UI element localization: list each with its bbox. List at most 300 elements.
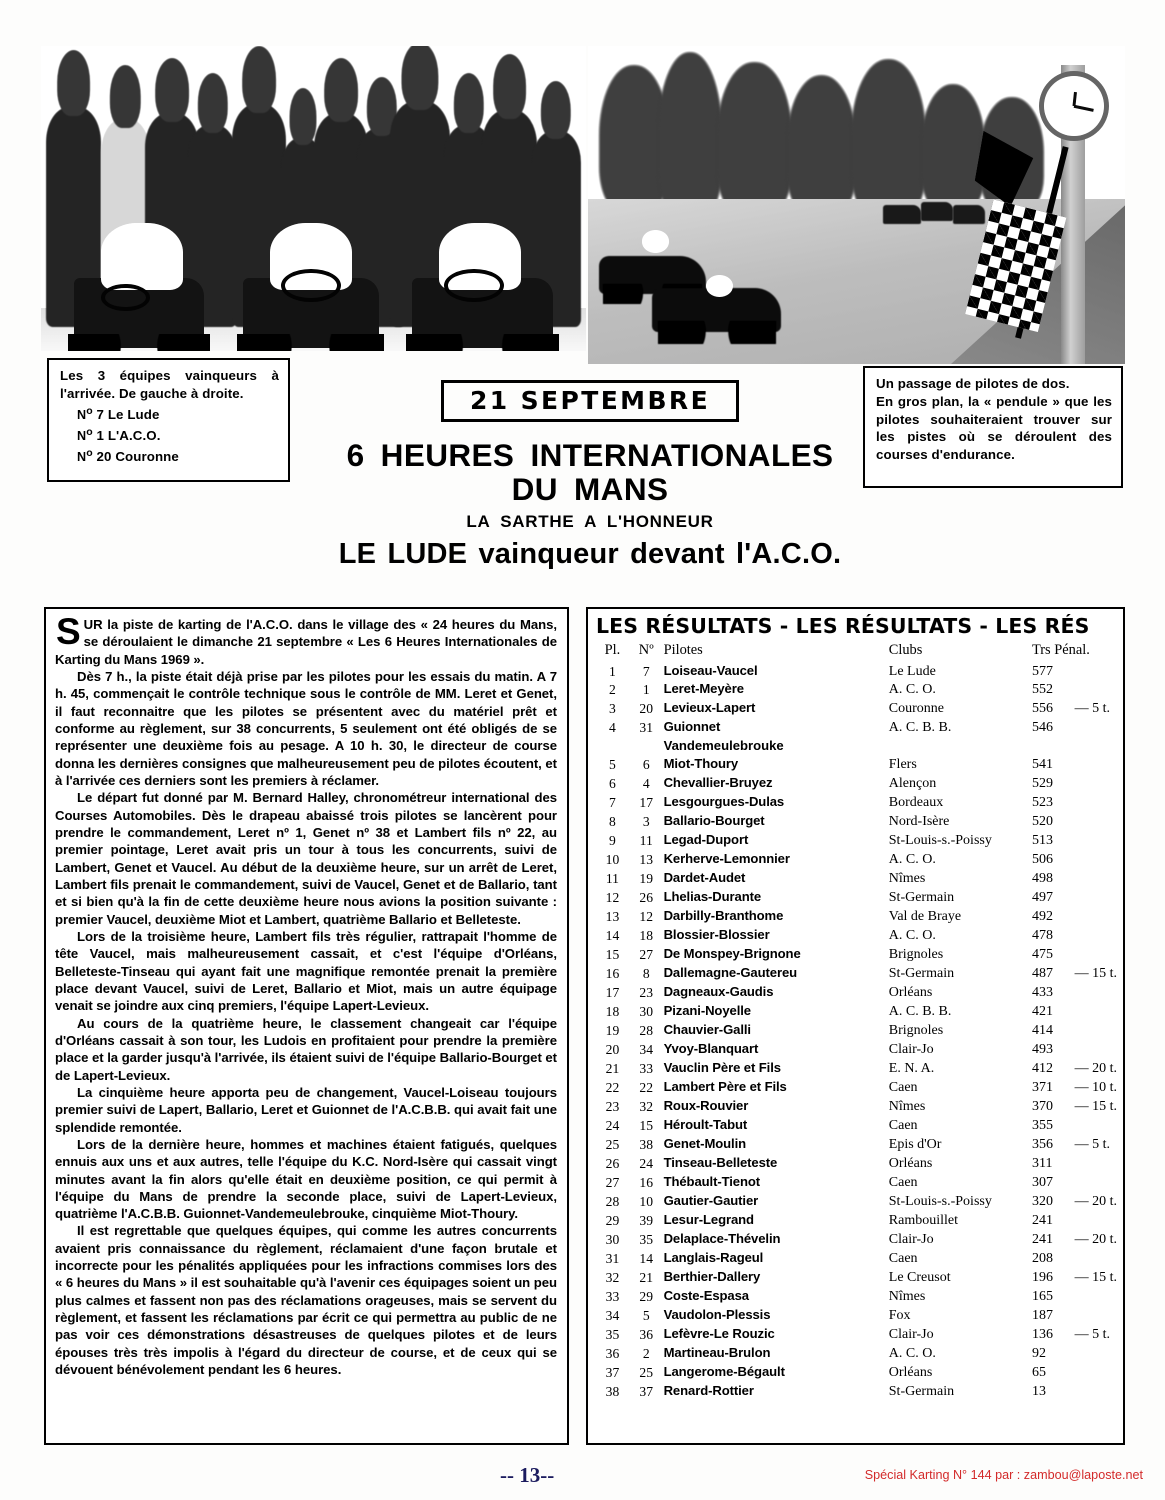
cell-pilotes: Lefèvre-Le Rouzic [663, 1325, 775, 1341]
cell-trs: 208 [1031, 1250, 1053, 1266]
table-row [596, 775, 1117, 794]
table-row [596, 794, 1117, 813]
cell-place: 35 [605, 1326, 620, 1342]
cell-number: 31 [639, 720, 654, 736]
cell-trs: 513 [1031, 833, 1053, 849]
table-row [596, 681, 1117, 700]
cell-penalty: — 5 t. [1074, 1326, 1110, 1342]
table-row [596, 889, 1117, 908]
table-row [596, 1325, 1117, 1344]
cell-number: 25 [639, 1364, 654, 1380]
entry-no-label: $N^o$ [77, 404, 93, 422]
cell-pilotes: Chauvier-Galli [663, 1022, 751, 1038]
table-row [596, 965, 1117, 984]
entry-team: Couronne [115, 448, 179, 464]
cell-number: 35 [639, 1231, 654, 1247]
cell-place: 4 [609, 720, 616, 736]
table-row [596, 927, 1117, 946]
cell-penalty [1075, 1041, 1117, 1060]
cell-trs: 92 [1031, 1345, 1046, 1361]
cell-place: 17 [605, 985, 620, 1001]
cell-pilotes: Dardet-Audet [663, 870, 746, 886]
cell-club: St-Germain [888, 966, 955, 982]
results-table [596, 642, 1117, 1401]
caption-right-line1: Un passage de pilotes de dos. [876, 376, 1070, 391]
table-row [596, 1003, 1117, 1022]
entry-team: L'A.C.O. [107, 427, 161, 443]
cell-place: 27 [605, 1174, 620, 1190]
cell-place: 38 [605, 1383, 620, 1399]
cell-penalty: — 5 t. [1074, 1136, 1110, 1152]
table-row-continuation [596, 738, 1117, 756]
cell-pilotes: Chevallier-Bruyez [663, 775, 773, 791]
cell-pilotes: Lambert Père et Fils [663, 1078, 787, 1094]
cell-pilotes: Lesgourgues-Dulas [663, 794, 785, 810]
cell-penalty [1075, 794, 1117, 813]
cell-trs: 412 [1031, 1061, 1053, 1076]
caption-left-text: Les 3 équipes vainqueurs à l'arrivée. De gauche à droite. [60, 368, 279, 401]
cell-trs: 520 [1031, 814, 1053, 830]
cell-trs: 307 [1031, 1174, 1053, 1190]
cell-penalty [1075, 1344, 1117, 1363]
cell-place: 22 [605, 1079, 620, 1095]
cell-club: Nîmes [888, 871, 926, 887]
cell-trs-empty [1032, 738, 1075, 756]
cell-number: 29 [639, 1288, 654, 1304]
cell-number: 19 [639, 871, 654, 887]
cell-club: Orléans [888, 1364, 933, 1380]
cell-place: 14 [605, 928, 620, 944]
table-row [596, 1097, 1117, 1116]
cell-club: Caen [888, 1174, 918, 1190]
cell-penalty [1075, 927, 1117, 946]
cell-penalty [1075, 1116, 1117, 1135]
cell-club: St-Louis-s.-Poissy [888, 1193, 992, 1209]
cell-club: Nord-Isère [888, 814, 950, 830]
cell-place: 34 [605, 1307, 620, 1323]
header-trs-penal: Trs Pénal. [1031, 642, 1090, 658]
cell-pilotes: Martineau-Brulon [663, 1344, 771, 1360]
article-paragraph: Lors de la dernière heure, hommes et machines étaient fatigués, quelques ennuis aux uns et aux autres, telle l'équipe du K.C. Nord-Isère qui cassait vingt minutes avant la fin alors qu'elle était en deuxième position, ce qui permit à l'équipe du Mans de prendre la seconde place, suivi de Lapert-Levieux, quatrième l'A.C.B.B. Guionnet-Vandemeulebrouke, cinquième Miot-Thoury. [55, 1136, 557, 1222]
cell-place: 16 [605, 966, 620, 982]
cell-trs: 529 [1031, 776, 1053, 792]
cell-club: Le Lude [888, 663, 936, 679]
cell-number: 24 [639, 1155, 654, 1171]
cell-club: Alençon [888, 776, 937, 792]
page-subtitle: LA SARTHE A L'HONNEUR [466, 512, 714, 532]
cell-number: 39 [639, 1212, 654, 1228]
cell-number: 2 [642, 1345, 650, 1361]
table-row [596, 946, 1117, 965]
cell-pilotes: Delaplace-Thévelin [663, 1230, 781, 1246]
cell-place: 8 [609, 814, 616, 830]
cell-number: 36 [639, 1326, 654, 1342]
cell-penalty [1075, 1382, 1117, 1401]
cell-pilotes: Yvoy-Blanquart [663, 1041, 759, 1057]
cell-club: Bordeaux [888, 795, 944, 811]
drop-cap: S [56, 611, 81, 652]
cell-number: 28 [639, 1023, 654, 1039]
article-paragraph: Au cours de la quatrième heure, le classement changeait car l'équipe d'Orléans cassait à son tour, les Ludois en profitaient pour prendre la première place et la garder jusqu'à l'arrivée, ils étaient suivi de l'équipe Ballario-Bourget et de Lapert-Levieux. [55, 1015, 557, 1083]
cell-number: 5 [642, 1307, 650, 1323]
cell-number: 16 [639, 1174, 654, 1190]
cell-penalty [1075, 1287, 1117, 1306]
results-table-head [596, 642, 1117, 662]
cell-trs: 541 [1031, 757, 1053, 773]
cell-trs: 421 [1031, 1004, 1053, 1020]
cell-trs: 478 [1031, 928, 1053, 944]
cell-place: 28 [605, 1193, 620, 1209]
cell-penalty [1075, 832, 1117, 851]
cell-penalty [1075, 1363, 1117, 1382]
cell-number: 12 [639, 909, 654, 925]
cell-number: 1 [642, 682, 650, 698]
cell-pilotes: Tinseau-Belleteste [663, 1154, 778, 1170]
cell-pilotes: Lhelias-Durante [663, 889, 762, 905]
cell-number: 7 [642, 663, 650, 679]
cell-trs: 13 [1031, 1383, 1046, 1399]
table-row [596, 1230, 1117, 1249]
cell-number: 4 [642, 776, 650, 792]
cell-pilotes: Loiseau-Vaucel [663, 662, 758, 678]
cell-place: 37 [605, 1364, 620, 1380]
cell-number: 10 [639, 1193, 654, 1209]
cell-penalty [1075, 1022, 1117, 1041]
cell-club: Clair-Jo [888, 1042, 934, 1058]
table-row [596, 1154, 1117, 1173]
cell-place: 18 [605, 1004, 620, 1020]
cell-trs: 355 [1031, 1117, 1053, 1133]
cell-number: 34 [639, 1042, 654, 1058]
cell-penalty: — 20 t. [1074, 1193, 1117, 1209]
cell-number: 26 [639, 890, 654, 906]
cell-pilotes: Coste-Espasa [663, 1287, 749, 1303]
header-place: Pl. [604, 642, 621, 658]
cell-place: 19 [605, 1023, 620, 1039]
cell-pilotes-line2: Vandemeulebrouke [663, 738, 784, 754]
cell-place: 11 [605, 871, 619, 887]
date-banner: 21 SEPTEMBRE [441, 380, 739, 422]
cell-penalty [1075, 1249, 1117, 1268]
cell-trs: 165 [1031, 1288, 1053, 1304]
table-row [596, 719, 1117, 738]
cell-penalty [1075, 1154, 1117, 1173]
table-row [596, 851, 1117, 870]
cell-trs: 475 [1031, 947, 1053, 963]
cell-number: 27 [639, 947, 654, 963]
cell-place: 31 [605, 1250, 620, 1266]
cell-penalty [1075, 662, 1117, 681]
page-footer [0, 1455, 1165, 1500]
cell-penalty [1075, 946, 1117, 965]
cell-trs: 433 [1031, 985, 1053, 1001]
cell-pilotes: Vauclin Père et Fils [663, 1060, 781, 1075]
cell-penalty [1075, 719, 1117, 738]
cell-pilotes: Guionnet [663, 719, 721, 735]
cell-number: 20 [639, 701, 654, 717]
table-row [596, 1382, 1117, 1401]
cell-club-empty [889, 738, 1032, 756]
cell-club: A. C. O. [888, 852, 936, 868]
cell-club: St-Germain [888, 890, 955, 906]
cell-trs: 577 [1031, 663, 1053, 679]
page-title-line-2: DU MANS [511, 471, 669, 508]
table-row [596, 1116, 1117, 1135]
cell-club: Caen [888, 1117, 918, 1133]
cell-penalty [1075, 813, 1117, 832]
cell-trs: 136 [1031, 1326, 1053, 1342]
cell-club: Clair-Jo [888, 1231, 934, 1247]
cell-club: Caen [888, 1250, 918, 1266]
table-row [596, 984, 1117, 1003]
team-group-photo [41, 46, 586, 351]
cell-place: 10 [605, 852, 620, 868]
cell-club: Fox [888, 1307, 911, 1323]
results-banner: LES RÉSULTATS - LES RÉSULTATS - LES RÉS [596, 614, 1090, 638]
table-row [596, 870, 1117, 889]
article-paragraph: La cinquième heure apporta peu de changement, Vaucel-Loiseau toujours premier suivi de Lapert, Ballario, Leret et Guionnet de l'A.C.B.B. qui avait fait une splendide remontée. [55, 1084, 557, 1135]
pendule-clock-icon [1039, 71, 1109, 141]
caption-right-line2: En gros plan, la « pendule » que les pilotes souhaiteraient trouver sur les pistes où se déroulent des courses d'endurance. [876, 393, 1112, 463]
table-row [596, 1287, 1117, 1306]
table-row [596, 1268, 1117, 1287]
cell-trs: 65 [1031, 1364, 1046, 1380]
cell-penalty [1075, 1173, 1117, 1192]
cell-penalty: — 20 t. [1074, 1061, 1117, 1076]
cell-place: 7 [609, 795, 616, 811]
cell-penalty: — 20 t. [1074, 1231, 1117, 1247]
article-paragraph: Il est regrettable que quelques équipes, qui comme les autres concurrents avaient pris connaissance du règlement, réclamaient d'une façon brutale et incorrecte pour les pénalités appliquées pour les infractions commises lors des « 6 heures du Mans » il est souhaitable qu'à l'avenir ces équipages soient un peu plus calmes et fassent non pas des réclamations orageuses, mais se servent du règlement, et fassent les réclamations par écrit ce qui permettra au public de ne pas voir ces démonstrations désastreuses de quelques pilotes et de leurs épouses très très impolis à l'égard du directeur de course, et de ceux qui se dévouent bénévolement pendant les 6 heures. [55, 1223, 557, 1378]
cell-club: A. C. O. [888, 1345, 936, 1361]
cell-penalty: — 5 t. [1074, 701, 1110, 717]
cell-place: 26 [605, 1155, 620, 1171]
cell-pilotes: Pizani-Noyelle [663, 1003, 751, 1019]
cell-club: Clair-Jo [888, 1326, 934, 1342]
cell-pilotes: Langerome-Bégault [663, 1363, 785, 1379]
caption-left-photo [47, 358, 290, 482]
table-row [596, 1192, 1117, 1211]
cell-trs: 497 [1031, 890, 1053, 906]
header-number: Nº [638, 642, 654, 658]
caption-left-entry-2 [77, 425, 279, 445]
cell-pilotes: Berthier-Dallery [663, 1268, 761, 1284]
publication-credit: Spécial Karting N° 144 par : zambou@laposte.net [864, 1468, 1143, 1482]
cell-place: 33 [605, 1288, 620, 1304]
cell-pilotes: Roux-Rouvier [663, 1097, 749, 1113]
cell-pilotes: Héroult-Tabut [663, 1116, 748, 1132]
cell-place-empty [596, 738, 629, 756]
cell-place: 24 [605, 1117, 620, 1133]
cell-trs: 414 [1031, 1023, 1053, 1039]
entry-number: 20 [96, 448, 112, 464]
article-paragraph [55, 611, 557, 668]
cell-place: 30 [605, 1231, 620, 1247]
cell-penalty: — 15 t. [1074, 1269, 1117, 1285]
cell-club: A. C. B. B. [888, 720, 952, 736]
cell-club: Orléans [888, 1155, 933, 1171]
cell-number: 33 [639, 1061, 654, 1076]
table-row [596, 1249, 1117, 1268]
cell-penalty [1075, 681, 1117, 700]
cell-trs: 356 [1031, 1136, 1053, 1152]
cell-penalty-empty [1075, 738, 1117, 756]
table-row [596, 1135, 1117, 1154]
table-row [596, 700, 1117, 719]
cell-club: Nîmes [888, 1098, 926, 1114]
cell-penalty [1075, 889, 1117, 908]
cell-trs: 311 [1031, 1155, 1053, 1171]
cell-place: 29 [605, 1212, 620, 1228]
cell-pilotes: Levieux-Lapert [663, 700, 756, 716]
cell-pilotes: Thébault-Tienot [663, 1173, 761, 1189]
article-paragraph: Dès 7 h., la piste était déjà prise par les pilotes pour les essais du matin. A 7 h. 45, commençait le contrôle technique sous le contrôle de MM. Leret et Genet, il faut reconnaitre que les pilotes se présentent avec du matériel prêt et conforme au règlement, sur 38 concurrents, 5 seulement ont été obligés de se représenter une deuxième fois au pesage. A 10 h. 30, le directeur de course donna les dernières consignes que malheureusement peu de pilotes écoutent, et à l'arrivée ces derniers sont les premiers à réclamer. [55, 668, 557, 788]
table-row [596, 756, 1117, 775]
cell-club: Brignoles [888, 1023, 944, 1039]
cell-place: 6 [609, 776, 616, 792]
table-header-row [596, 642, 1117, 662]
cell-trs: 523 [1031, 795, 1053, 811]
cell-pilotes: Lesur-Legrand [663, 1211, 754, 1227]
cell-pilotes: Vaudolon-Plessis [663, 1306, 771, 1322]
cell-club: Rambouillet [888, 1212, 958, 1228]
entry-no-label: $N^o$ [77, 425, 93, 443]
cell-place: 21 [605, 1061, 620, 1076]
cell-place: 2 [609, 682, 616, 698]
cell-number: 21 [639, 1269, 654, 1285]
cell-trs: 487 [1031, 966, 1053, 982]
cell-trs: 320 [1031, 1193, 1053, 1209]
cell-number: 13 [639, 852, 654, 868]
cell-penalty [1075, 756, 1117, 775]
table-row [596, 1344, 1117, 1363]
cell-place: 20 [605, 1042, 620, 1058]
cell-number-empty [629, 738, 664, 756]
cell-penalty [1075, 775, 1117, 794]
cell-place: 5 [609, 757, 616, 773]
entry-number: 1 [96, 427, 105, 443]
results-table-body [596, 662, 1117, 1401]
cell-penalty [1075, 1211, 1117, 1230]
entry-no-label: $N^o$ [77, 446, 93, 464]
cell-trs: 187 [1031, 1307, 1053, 1323]
headline-block [300, 380, 880, 571]
cell-penalty [1075, 870, 1117, 889]
cell-pilotes: Ballario-Bourget [663, 813, 765, 829]
cell-pilotes: Renard-Rottier [663, 1382, 754, 1398]
cell-trs: 493 [1031, 1042, 1053, 1058]
entry-team: Le Lude [107, 406, 160, 422]
cell-number: 17 [639, 795, 654, 811]
table-row [596, 1060, 1117, 1079]
cell-club: Orléans [888, 985, 933, 1001]
cell-club: E. N. A. [888, 1061, 935, 1076]
cell-trs: 241 [1031, 1231, 1053, 1247]
table-row [596, 1363, 1117, 1382]
cell-club: St-Louis-s.-Poissy [888, 833, 992, 849]
table-row [596, 1022, 1117, 1041]
header-pilotes: Pilotes [663, 642, 703, 658]
cell-number: 18 [639, 928, 654, 944]
cell-pilotes: Gautier-Gautier [663, 1192, 759, 1208]
cell-penalty [1075, 1003, 1117, 1022]
cell-club: Nîmes [888, 1288, 926, 1304]
cell-trs: 196 [1031, 1269, 1053, 1285]
table-row [596, 813, 1117, 832]
cell-place: 25 [605, 1136, 620, 1152]
cell-place: 3 [609, 701, 616, 717]
cell-penalty [1075, 1306, 1117, 1325]
cell-penalty: — 15 t. [1074, 1098, 1117, 1114]
cell-place: 15 [605, 947, 620, 963]
cell-trs: 492 [1031, 909, 1053, 925]
cell-club: St-Germain [888, 1383, 955, 1399]
track-action-photo [588, 46, 1125, 364]
table-row [596, 908, 1117, 927]
cell-penalty [1075, 851, 1117, 870]
cell-penalty [1075, 908, 1117, 927]
table-row [596, 1078, 1117, 1097]
cell-club: A. C. B. B. [888, 1004, 952, 1020]
cell-club: A. C. O. [888, 682, 936, 698]
cell-trs: 371 [1031, 1079, 1053, 1095]
cell-club: Le Creusot [888, 1269, 951, 1285]
results-column [586, 607, 1125, 1445]
cell-pilotes: Leret-Meyère [663, 681, 744, 697]
table-row [596, 832, 1117, 851]
cell-club: A. C. O. [888, 928, 936, 944]
article-column [44, 607, 569, 1445]
cell-trs: 241 [1031, 1212, 1053, 1228]
cell-trs: 370 [1031, 1098, 1053, 1114]
table-row [596, 1306, 1117, 1325]
cell-place: 12 [605, 890, 620, 906]
cell-pilotes: Langlais-Rageul [663, 1249, 764, 1265]
cell-place: 36 [605, 1345, 620, 1361]
caption-left-entry-3 [77, 446, 279, 466]
page-number: -- 13-- [500, 1463, 555, 1487]
cell-pilotes: Kerherve-Lemonnier [663, 851, 790, 867]
cell-pilotes: Darbilly-Branthome [663, 908, 784, 924]
cell-place: 1 [609, 663, 616, 679]
cell-club: Epis d'Or [888, 1136, 942, 1152]
caption-right-photo [863, 366, 1123, 488]
cell-number: 15 [639, 1117, 654, 1133]
cell-number: 3 [642, 814, 650, 830]
cell-trs: 506 [1031, 852, 1053, 868]
header-clubs: Clubs [888, 642, 923, 658]
page-title-line-1: 6 HEURES INTERNATIONALES [346, 437, 834, 473]
cell-number: 37 [639, 1383, 654, 1399]
cell-number: 6 [642, 757, 650, 773]
table-row [596, 1173, 1117, 1192]
cell-club: Caen [888, 1079, 918, 1095]
article-paragraph: Lors de la troisième heure, Lambert fils très régulier, rattrapait l'homme de tête Vaucel, mais malheureusement cassait, et c'est l'équipe d'Orléans, Belleteste-Tinseau qui ayant fait une magnifique remontée prenait la première place devant Vaucel, suivi de Leret, Ballario et Miot, mais un autre équipage venait se joindre aux cinq premiers, l'équipe Lapert-Levieux. [55, 928, 557, 1014]
entry-number: 7 [96, 406, 105, 422]
cell-number: 32 [639, 1098, 654, 1114]
table-row [596, 1041, 1117, 1060]
caption-left-entry-1 [77, 404, 279, 424]
cell-club: Val de Braye [888, 909, 962, 925]
cell-number: 38 [639, 1136, 654, 1152]
cell-club: Couronne [888, 701, 944, 717]
cell-place: 9 [609, 833, 616, 849]
cell-trs: 498 [1031, 871, 1053, 887]
cell-pilotes: Dallemagne-Gautereu [663, 965, 798, 981]
cell-place: 13 [605, 909, 620, 925]
cell-trs: 556 [1031, 701, 1053, 717]
cell-pilotes: De Monspey-Brignone [663, 946, 801, 962]
cell-place: 32 [605, 1269, 620, 1285]
